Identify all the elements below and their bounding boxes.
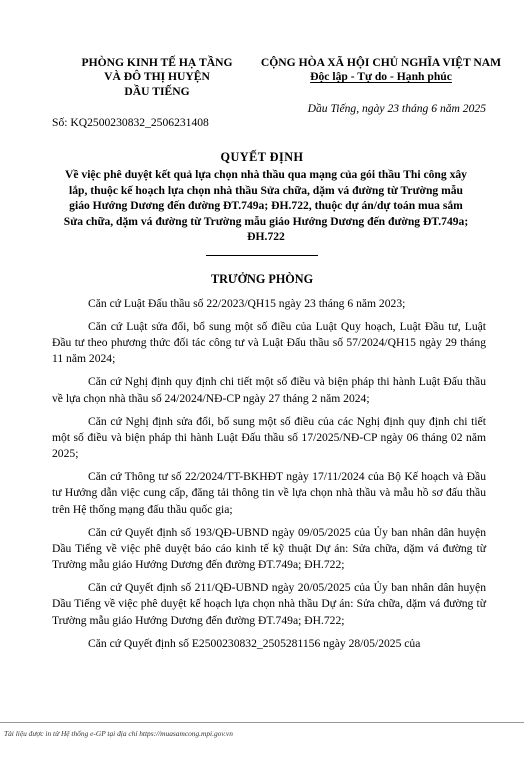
agency-line-2: VÀ ĐÔ THỊ HUYỆN xyxy=(104,70,210,84)
agency-line-3: DẦU TIẾNG xyxy=(124,84,190,98)
document-title: QUYẾT ĐỊNH xyxy=(220,150,304,164)
legal-basis-paragraph: Căn cứ Quyết định số E2500230832_2505281156 ngày 28/05/2025 của xyxy=(88,636,421,650)
agency-line-1: PHÒNG KINH TẾ HẠ TẦNG xyxy=(81,56,233,69)
legal-basis-paragraph: Căn cứ Nghị định sửa đổi, bổ sung một số điều của các Nghị định quy định chi tiết một số điều và biện pháp thi hành Luật Đấu thầu số 17/2025/NĐ-CP ngày 06 tháng 02 năm 2025; xyxy=(52,414,486,461)
document-body xyxy=(52,296,486,658)
subject-divider xyxy=(206,255,318,256)
legal-basis-paragraph: Căn cứ Nghị định quy định chi tiết một số điều và biện pháp thi hành Luật Đấu thầu về lựa chọn nhà thầu số 24/2024/NĐ-CP ngày 27 tháng 2 năm 2024; xyxy=(52,375,486,405)
legal-basis-paragraph: Căn cứ Luật Đấu thầu số 22/2023/QH15 ngày 23 tháng 6 năm 2023; xyxy=(88,297,406,310)
footer-divider xyxy=(0,722,524,723)
national-header xyxy=(250,56,512,85)
national-motto: Độc lập - Tự do - Hạnh phúc xyxy=(310,70,452,84)
authority-title: TRƯỞNG PHÒNG xyxy=(210,272,314,286)
issue-date: Dầu Tiếng, ngày 23 tháng 6 năm 2025 xyxy=(307,102,486,115)
legal-basis-paragraph: Căn cứ Quyết định số 193/QĐ-UBND ngày 09/05/2025 của Ủy ban nhân dân huyện Dầu Tiếng về việc phê duyệt báo cáo kinh tế kỹ thuật Dự án: Sửa chữa, dặm vá đường từ Trường mẫu giáo Hướng Dương đến đường ĐT.749a; ĐH.722; xyxy=(52,525,486,572)
print-source-footer: Tài liệu được in từ Hệ thống e-GP tại địa chỉ https://muasamcong.mpi.gov.vn xyxy=(4,729,233,738)
document-number: Số: KQ2500230832_2506231408 xyxy=(52,116,209,129)
legal-basis-paragraph: Căn cứ Thông tư số 22/2024/TT-BKHĐT ngày 17/11/2024 của Bộ Kế hoạch và Đầu tư Hướng dẫn việc cung cấp, đăng tải thông tin về lựa chọn nhà thầu và mẫu hồ sơ đấu thầu trên Hệ thống mạng đấu thầu quốc gia; xyxy=(52,470,486,516)
nation-name: CỘNG HÒA XÃ HỘI CHỦ NGHĨA VIỆT NAM xyxy=(260,56,502,69)
issuing-agency xyxy=(62,56,252,99)
legal-basis-paragraph: Căn cứ Quyết định số 211/QĐ-UBND ngày 20/05/2025 của Ủy ban nhân dân huyện Dầu Tiếng về việc phê duyệt kế hoạch lựa chọn nhà thầu Dự án: Sửa chữa, dặm vá đường từ Trường mẫu giáo Hướng Dương đến đường ĐT.749a; ĐH.722; xyxy=(52,581,486,627)
document-subject: Về việc phê duyệt kết quả lựa chọn nhà thầu qua mạng của gói thầu Thi công xây lắp, thuộc kế hoạch lựa chọn nhà thầu Sửa chữa, dặm vá đường từ Trường mẫu giáo Hướng Dương đến đường ĐT.749a; ĐH.722, thuộc dự án/dự toán mua sắm Sửa chữa, dặm vá đường từ Trường mẫu giáo Hướng Dương đến đường ĐT.749a; ĐH.722 xyxy=(63,168,469,244)
legal-basis-paragraph: Căn cứ Luật sửa đổi, bổ sung một số điều của Luật Quy hoạch, Luật Đầu tư, Luật Đầu tư theo phương thức đối tác công tư và Luật Đấu thầu số 57/2024/QH15 ngày 29 tháng 11 năm 2024; xyxy=(52,319,486,366)
